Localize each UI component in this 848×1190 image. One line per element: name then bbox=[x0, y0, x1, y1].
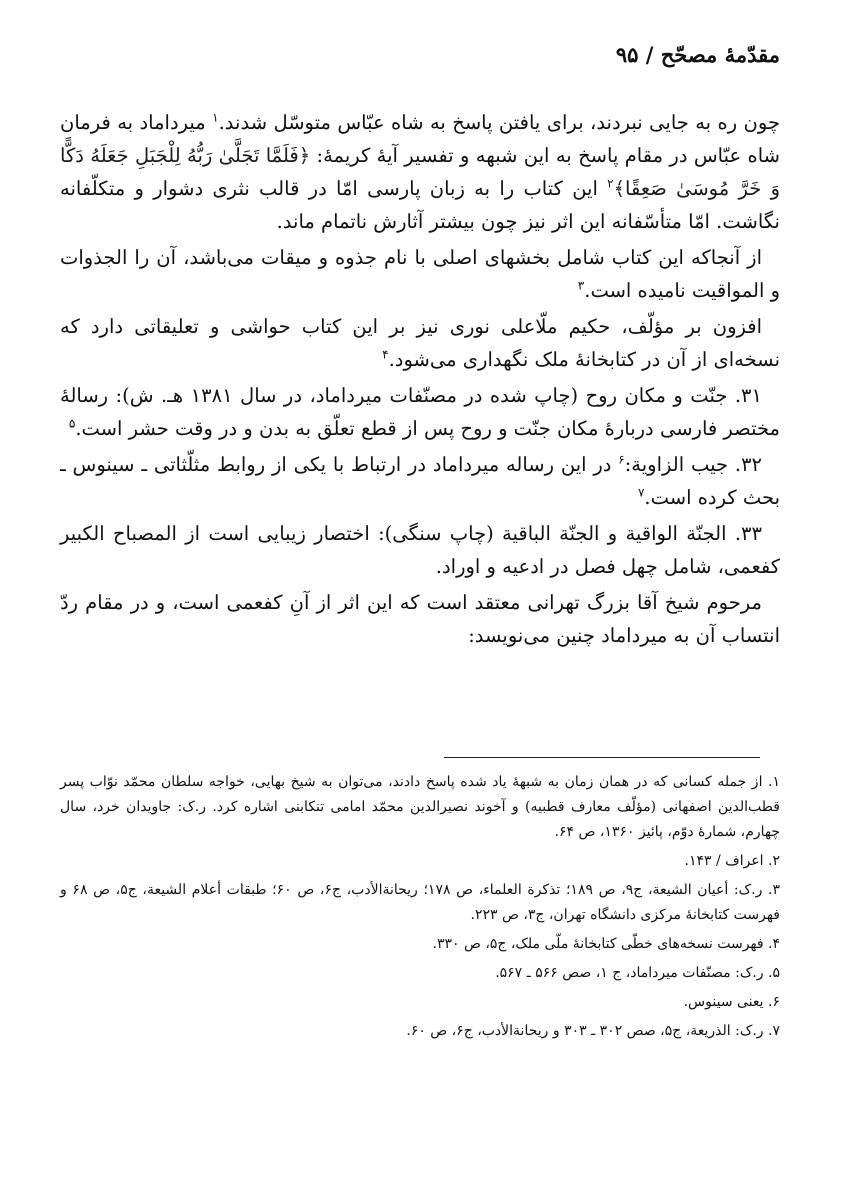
item-32 bbox=[60, 448, 780, 514]
footnote-ref[interactable]: ۷ bbox=[637, 485, 645, 500]
footnote-text: ر.ک: مصنّفات میرداماد، ج ۱، صص ۵۶۶ ـ ۵۶۷. bbox=[495, 965, 764, 981]
item-33: ۳۳. الجنّة الواقية و الجنّة الباقية (چاپ سنگی): اختصار زیبایی است از المصباح الکبیر کفعمی، شامل چهل فصل در ادعیه و اوراد. bbox=[60, 522, 780, 578]
paragraph-1 bbox=[60, 106, 780, 238]
paragraph-2 bbox=[60, 241, 780, 307]
text-span: این کتاب را به زبان پارسی امّا در قالب نثری دشوار و متکلّفانه نگاشت. امّا متأسّفانه این اثر نیز چون بیشتر آثارش ناتمام ماند. bbox=[60, 177, 780, 233]
footnote-divider bbox=[444, 757, 760, 758]
footnote-ref[interactable]: ۴ bbox=[382, 347, 389, 362]
text-span: ۳۱. جنّت و مکان روح (چاپ شده در مصنّفات میرداماد، در سال ۱۳۸۱ هـ. ش): رسالهٔ مختصر فارسی دربارهٔ مکان جنّت و روح پس از قطع تعلّق به بدن و در وقت حشر است. bbox=[60, 384, 780, 440]
text-span: از آنجاکه این کتاب شامل بخشهای اصلی با نام جذوه و میقات می‌باشد، آن را الجذوات و المواقیت نامیده است. bbox=[60, 246, 780, 302]
footnote-text: ر.ک: الذریعة، ج۵، صص ۳۰۲ ـ ۳۰۳ و ریحانةالأدب، ج۶، ص ۶۰. bbox=[406, 1023, 764, 1039]
footnote-6 bbox=[60, 990, 780, 1015]
paragraph-7: مرحوم شیخ آقا بزرگ تهرانی معتقد است که این اثر از آنِ کفعمی است، و در مقام ردّ انتساب آن به میرداماد چنین می‌نویسد: bbox=[60, 591, 780, 647]
main-text bbox=[60, 106, 780, 655]
text-span: ۳۲. جیب الزاویة: bbox=[624, 453, 763, 476]
footnote-ref[interactable]: ۳ bbox=[577, 278, 585, 293]
footnote-number: ۵. bbox=[768, 965, 780, 981]
text-span: افزون بر مؤلّف، حکیم ملّاعلی نوری نیز بر این کتاب حواشی و تعلیقاتی دارد که نسخه‌ای از آن در کتابخانهٔ ملک نگهداری می‌شود. bbox=[60, 315, 780, 371]
footnote-5 bbox=[60, 961, 780, 986]
footnote-number: ۴. bbox=[768, 936, 780, 952]
running-header: مقدّمهٔ مصحّح / ۹۵ bbox=[615, 42, 780, 67]
footnote-ref[interactable]: ۵ bbox=[68, 416, 76, 431]
footnote-text: از جمله کسانی که در همان زمان به شبههٔ یاد شده پاسخ دادند، می‌توان به شیخ بهایی، خواجه سلطان محمّد نوّاب پسر قطب‌الدین اصفهانی (مؤلّف معارف قطبیه) و آخوند نصیرالدین محمّد امامی تنکابنی اشاره کرد. ر.ک: جاویدان خرد، سال چهارم، شمارهٔ دوّم، پائیز ۱۳۶۰، ص ۶۴. bbox=[60, 774, 780, 840]
paragraph-3 bbox=[60, 310, 780, 376]
text-span: در این رساله میرداماد در ارتباط با یکی از روابط مثلّثاتی ـ سینوس ـ بحث کرده است. bbox=[60, 453, 780, 509]
footnote-3 bbox=[60, 878, 780, 928]
footnote-number: ۶. bbox=[768, 994, 780, 1010]
footnotes bbox=[60, 770, 780, 1048]
footnote-number: ۷. bbox=[768, 1023, 780, 1039]
quran-verse: ﴿فَلَمَّا تَجَلَّىٰ رَبُّهُ لِلْجَبَلِ جَعَلَهُ دَكًّا وَ خَرَّ مُوسَىٰ صَعِقًا﴾ bbox=[60, 144, 780, 200]
footnote-text: ر.ک: أعیان الشیعة، ج۹، ص ۱۸۹؛ تذکرة العلماء، ص ۱۷۸؛ ریحانةالأدب، ج۶، ص ۶۰؛ طبقات أعلام الشیعة، ج۵، ص ۶۸ و فهرست کتابخانهٔ مرکزی دانشگاه تهران، ج۳، ص ۲۲۳. bbox=[60, 882, 780, 923]
footnote-4 bbox=[60, 932, 780, 957]
footnote-7 bbox=[60, 1019, 780, 1044]
footnote-text: یعنی سینوس. bbox=[683, 994, 764, 1010]
footnote-text: اعراف / ۱۴۳. bbox=[684, 853, 764, 869]
footnote-number: ۲. bbox=[768, 853, 780, 869]
footnote-1 bbox=[60, 770, 780, 845]
text-span: میرداماد به فرمان شاه عبّاس در مقام پاسخ به این شبهه و تفسیر آیهٔ کریمهٔ: bbox=[60, 111, 780, 167]
footnote-ref[interactable]: ۱ bbox=[212, 110, 219, 125]
footnote-ref[interactable]: ۲ bbox=[607, 176, 614, 191]
footnote-2 bbox=[60, 849, 780, 874]
footnote-number: ۳. bbox=[768, 882, 781, 898]
text-span: چون ره به جایی نبردند، برای یافتن پاسخ به شاه عبّاس متوسّل شدند. bbox=[218, 111, 780, 134]
footnote-number: ۱. bbox=[768, 774, 780, 790]
footnote-ref[interactable]: ۶ bbox=[618, 452, 625, 467]
item-31 bbox=[60, 379, 780, 445]
footnote-text: فهرست نسخه‌های خطّی کتابخانهٔ ملّی ملک، ج۵، ص ۳۳۰. bbox=[432, 936, 764, 952]
